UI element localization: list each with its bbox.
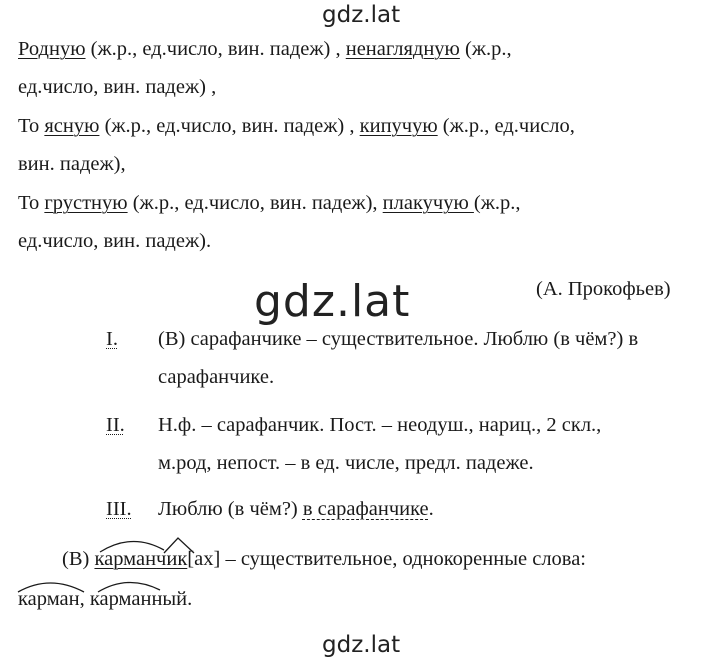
dashed-underlined-phrase: в сарафанчике — [302, 498, 429, 520]
poem-line-6: ед.число, вин. падеж). — [18, 230, 212, 252]
ending-morpheme: [ах] — [187, 548, 221, 570]
word-ending: ный — [151, 588, 188, 610]
cognate-word: карман — [89, 588, 152, 610]
underlined-word: кипучую — [359, 115, 438, 137]
poem-line-2: ед.число, вин. падеж) , — [18, 76, 217, 98]
underlined-word: ненаглядную — [345, 38, 460, 60]
morphemic-line-2 — [18, 586, 192, 612]
comma: , — [79, 588, 90, 610]
poem-line-1 — [18, 36, 512, 62]
poem-line-5 — [18, 190, 521, 216]
analysis-item-2 — [106, 412, 601, 438]
grammar-note: (ж.р., — [473, 192, 521, 214]
grammar-note: (ж.р., — [459, 38, 512, 60]
roman-numeral: II. — [106, 414, 125, 436]
poem-line-3 — [18, 113, 575, 139]
analysis-text: Н.ф. – сарафанчик. Пост. – неодуш., нариц., 2 скл., — [158, 414, 602, 436]
watermark-top: gdz.lat — [322, 2, 401, 28]
analysis-text: (В) сарафанчике – существительное. Люблю (в чём?) в — [158, 328, 639, 350]
line-prefix: То — [18, 115, 45, 137]
roman-numeral: I. — [106, 328, 118, 350]
underlined-word: ясную — [44, 115, 100, 137]
underlined-word: грустную — [44, 192, 128, 214]
period: . — [428, 498, 434, 520]
analysis-item-2-cont: м.род, непост. – в ед. числе, предл. падеже. — [158, 452, 534, 474]
underlined-word: Родную — [18, 38, 86, 60]
suffix-morpheme: чик — [156, 548, 188, 570]
grammar-note: (ж.р., ед.число, — [437, 115, 575, 137]
grammar-note: (ж.р., ед.число, вин. падеж), — [127, 192, 383, 214]
poem-author: (А. Прокофьев) — [536, 278, 671, 300]
cognate-word: карман — [18, 588, 80, 610]
line-prefix: То — [18, 192, 45, 214]
analysis-text: Люблю (в чём?) — [158, 498, 303, 520]
line-prefix: (В) — [62, 548, 95, 570]
analysis-item-1-cont: сарафанчике. — [158, 366, 275, 388]
analysis-item-3 — [106, 496, 434, 522]
watermark-middle: gdz.lat — [254, 276, 411, 327]
morphemic-line-1 — [62, 546, 586, 572]
analysis-text: – существительное, однокоренные слова: — [220, 548, 586, 570]
underlined-word: плакучую — [382, 192, 474, 214]
period: . — [187, 588, 193, 610]
grammar-note: (ж.р., ед.число, вин. падеж) , — [85, 38, 346, 60]
watermark-bottom: gdz.lat — [322, 632, 401, 658]
roman-numeral: III. — [106, 498, 132, 520]
grammar-note: (ж.р., ед.число, вин. падеж) , — [99, 115, 360, 137]
poem-line-4: вин. падеж), — [18, 153, 126, 175]
analysis-item-1 — [106, 326, 638, 352]
root-morpheme: карман — [94, 548, 157, 570]
